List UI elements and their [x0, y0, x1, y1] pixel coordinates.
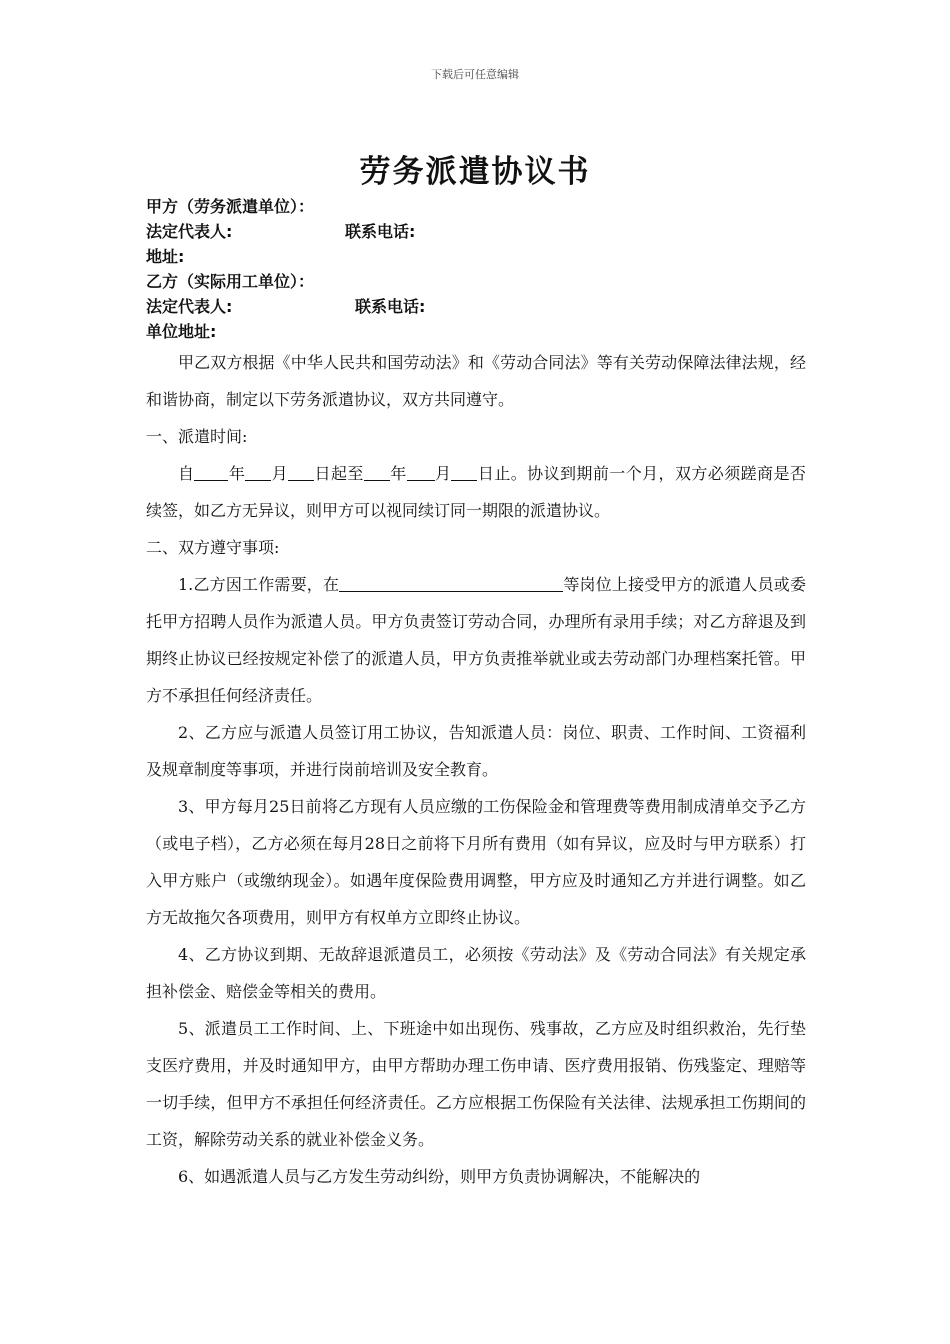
party-a-address-line: [146, 244, 816, 269]
item6-paragraph: 6、如遇派遣人员与乙方发生劳动纠纷，则甲方负责协调解决，不能解决的: [178, 1167, 701, 1186]
start-day-unit: 日起至: [314, 464, 364, 483]
item1-paragraph: [146, 566, 806, 714]
end-month-blank: [407, 460, 435, 481]
start-month-blank: [245, 460, 271, 481]
parties-block: [146, 194, 816, 344]
end-year-unit: 年: [389, 464, 407, 483]
section1-heading: 一、派遣时间:: [146, 427, 248, 446]
party-a-line: [146, 194, 816, 219]
item1-post-text: 等岗位上接受甲方的派遣人员或委托甲方招聘人员作为派遣人员。甲方负责签订劳动合同，办理所有录用手续；对乙方辞退及到期终止协议已经按规定补偿了的派遣人员，甲方负责推举就业或去劳动部门办理档案托管。甲方不承担任何经济责任。: [146, 575, 806, 705]
end-day-blank: [451, 460, 477, 481]
party-a-rep-label: 法定代表人:: [146, 222, 233, 241]
end-month-unit: 月: [434, 464, 452, 483]
party-b-address-line: [146, 319, 816, 344]
end-year-blank: [364, 460, 390, 481]
intro-paragraph: 甲乙双方根据《中华人民共和国劳动法》和《劳动合同法》等有关劳动保障法律法规，经和谐协商，制定以下劳务派遣协议，双方共同遵守。: [146, 353, 806, 409]
item1-pre-text: 1.乙方因工作需要，在: [178, 575, 340, 594]
party-a-rep-line: [146, 219, 816, 244]
party-a-label: 甲方（劳务派遣单位）：: [146, 197, 315, 216]
dispatch-period-paragraph: [146, 455, 806, 529]
party-a-address-label: 地址:: [146, 247, 185, 266]
item4-paragraph: 4、乙方协议到期、无故辞退派遣员工，必须按《劳动法》及《劳动合同法》有关规定承担补偿金、赔偿金等相关的费用。: [146, 945, 806, 1001]
party-b-rep-label: 法定代表人:: [146, 297, 233, 316]
start-year-unit: 年: [228, 464, 246, 483]
period-end-text: 日止。协议到期前一个月，双方必须蹉商是否续签，如乙方无异议，则甲方可以视同续订同一期限的派遣协议。: [146, 464, 806, 520]
period-from-text: 自: [178, 464, 195, 483]
party-b-rep-line: [146, 294, 816, 319]
item2-paragraph: 2、乙方应与派遣人员签订用工协议，告知派遣人员：岗位、职责、工作时间、工资福利及规章制度等事项，并进行岗前培训及安全教育。: [146, 723, 806, 779]
item5-paragraph: 5、派遣员工工作时间、上、下班途中如出现伤、残事故，乙方应及时组织救治，先行垫支医疗费用，并及时通知甲方，由甲方帮助办理工伤申请、医疗费用报销、伤残鉴定、理赔等一切手续，但甲方不承担任何经济责任。乙方应根据工伤保险有关法律、法规承担工伤期间的工资，解除劳动关系的就业补偿金义务。: [146, 1019, 806, 1149]
party-b-label: 乙方（实际用工单位）：: [146, 272, 315, 291]
start-year-blank: [194, 460, 228, 481]
start-month-unit: 月: [271, 464, 289, 483]
party-b-address-label: 单位地址:: [146, 322, 217, 341]
header-note: 下载后可任意编辑: [431, 68, 519, 81]
item3-paragraph: 3、甲方每月25日前将乙方现有人员应缴的工伤保险金和管理费等费用制成清单交予乙方（或电子档），乙方必须在每月28日之前将下月所有费用（如有异议，应及时与甲方联系）打入甲方账户（或缴纳现金）。如遇年度保险费用调整，甲方应及时通知乙方并进行调整。如乙方无故拖欠各项费用，则甲方有权单方立即终止协议。: [146, 797, 806, 927]
party-a-phone-label: 联系电话:: [345, 222, 416, 241]
agreement-body: [146, 344, 806, 1195]
document-title: 劳务派遣协议书: [359, 154, 591, 190]
start-day-blank: [288, 460, 314, 481]
party-b-line: [146, 269, 816, 294]
party-b-phone-label: 联系电话:: [355, 297, 426, 316]
section2-heading: 二、双方遵守事项:: [146, 538, 280, 557]
position-blank: [339, 571, 563, 592]
